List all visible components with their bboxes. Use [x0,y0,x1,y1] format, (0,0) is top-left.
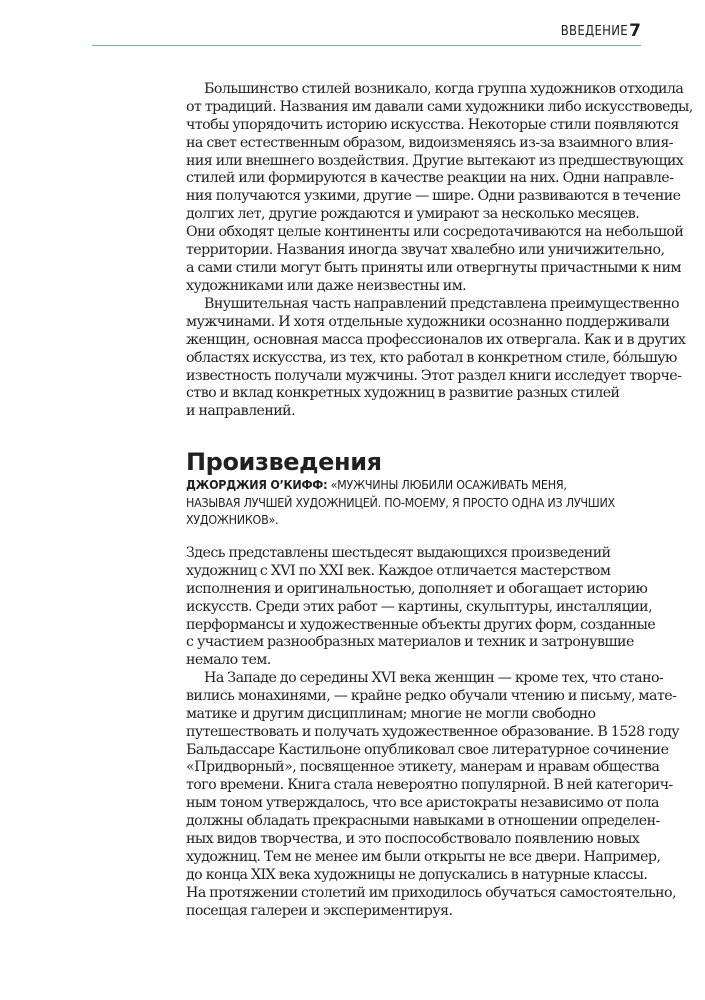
text-line: «Придворный», посвященное этикету, манерам и нравам общества [186,759,660,776]
text-line: перформансы и художественные объекты других форм, созданные [186,616,656,633]
text-line: мужчинами. И хотя отдельные художники осознанно поддерживали [186,313,670,330]
page-number: 7 [629,21,641,41]
text-line: а сами стили могут быть приняты или отвергнуты причастными к ним [186,259,681,276]
text-line: исполнения и оригинальностью, дополняет и обогащает историю [186,580,648,597]
body-paragraph-2 [186,670,680,920]
text-line: На протяжении столетий им приходилось обучаться самостоятельно, [186,884,676,901]
text-line: ния получаются узкими, другие — шире. Одни развиваются в течение [186,188,681,205]
intro-paragraph-1 [186,81,693,296]
text-line: территории. Названия иногда звучат хвалебно или уничижительно, [186,242,665,259]
text-line: искусств. Среди этих работ — картины, скульптуры, инсталляции, [186,598,653,615]
quote-line-1 [186,476,646,494]
text-line: художниц с XVI по XXI век. Каждое отличается мастерством [186,562,611,579]
text-line: немало тем. [186,652,271,669]
text-line: вились монахинями, — крайне редко обучали чтению и письму, мате- [186,687,677,704]
quote-line-2: НАЗЫВАЯ ЛУЧШЕЙ ХУДОЖНИЦЕЙ. ПО-МОЕМУ, Я ПРОСТО ОДНА ИЗ ЛУЧШИХ [186,494,615,510]
text-line: ных видов творчества, и это поспособствовало появлению новых [186,831,640,848]
text-line: женщин, основная масса профессионалов их отвергала. Как и в других [186,331,686,348]
section-label: ВВЕДЕНИЕ [560,24,628,39]
quote-author: ДЖОРДЖИЯ О’КИФФ: [186,477,328,492]
epigraph-quote [186,476,646,529]
text-line: областях искусства, из тех, кто работал в конкретном стиле, бóльшую [186,349,677,366]
text-line: должны обладать прекрасными навыками в отношении определен- [186,813,660,830]
intro-paragraph-2 [186,296,686,421]
text-line: чтобы упорядочить историю искусства. Некоторые стили появляются [186,116,679,133]
text-line: Они обходят целые континенты или сосредотачиваются на небольшой [186,224,684,241]
body-paragraph-1 [186,545,656,670]
text-line: художниц. Тем не менее им были открыты не все двери. Например, [186,848,661,865]
text-line: Бальдассаре Кастильоне опубликовал свое литературное сочинение [186,741,669,758]
text-line: с участием разнообразных материалов и техник и затронувшие [186,634,634,651]
text-line: и направлений. [186,403,296,420]
text-line: Здесь представлены шестьдесят выдающихся произведений [186,545,611,561]
text-line: на свет естественным образом, видоизменяясь из-за взаимного влия- [186,134,673,151]
running-header [0,0,705,47]
text-line: до конца XIX века художницы не допускались в натурные классы. [186,866,648,883]
quote-line-3: ХУДОЖНИКОВ». [186,512,279,528]
text-line: стилей или формируются в качестве реакции на них. Одни направле- [186,170,674,187]
text-line: от традиций. Названия им давали сами художники либо искусствоведы, [186,98,693,115]
text-line: художниками или даже неизвестны им. [186,277,467,294]
section-title: Произведения [186,448,382,476]
text-line: На Западе до середины XVI века женщин — кроме тех, что стано- [204,670,664,686]
text-line: ным тоном утверждалось, что все аристократы независимо от пола [186,795,659,812]
text-line: матике и другим дисциплинам; многие не могли свободно [186,705,596,722]
text-line: ния или внешнего воздействия. Другие вытекают из предшествующих [186,152,684,169]
quote-text-1: «МУЖЧИНЫ ЛЮБИЛИ ОСАЖИВАТЬ МЕНЯ, [327,477,567,492]
text-line: посещая галереи и экспериментируя. [186,902,453,919]
text-line: путешествовать и получать художественное образование. В 1528 году [186,723,680,740]
text-line: известность получали мужчины. Этот раздел книги исследует творче- [186,367,682,384]
text-line: Внушительная часть направлений представлена преимущественно [204,296,679,312]
text-line: долгих лет, другие рождаются и умирают за несколько месяцев. [186,206,640,223]
text-line: того времени. Книга стала невероятно популярной. В ней категорич- [186,777,673,794]
text-line: ство и вклад конкретных художниц в развитие разных стилей [186,385,620,402]
header-rule [92,45,641,46]
text-line: Большинство стилей возникало, когда группа художников отходила [204,81,684,97]
